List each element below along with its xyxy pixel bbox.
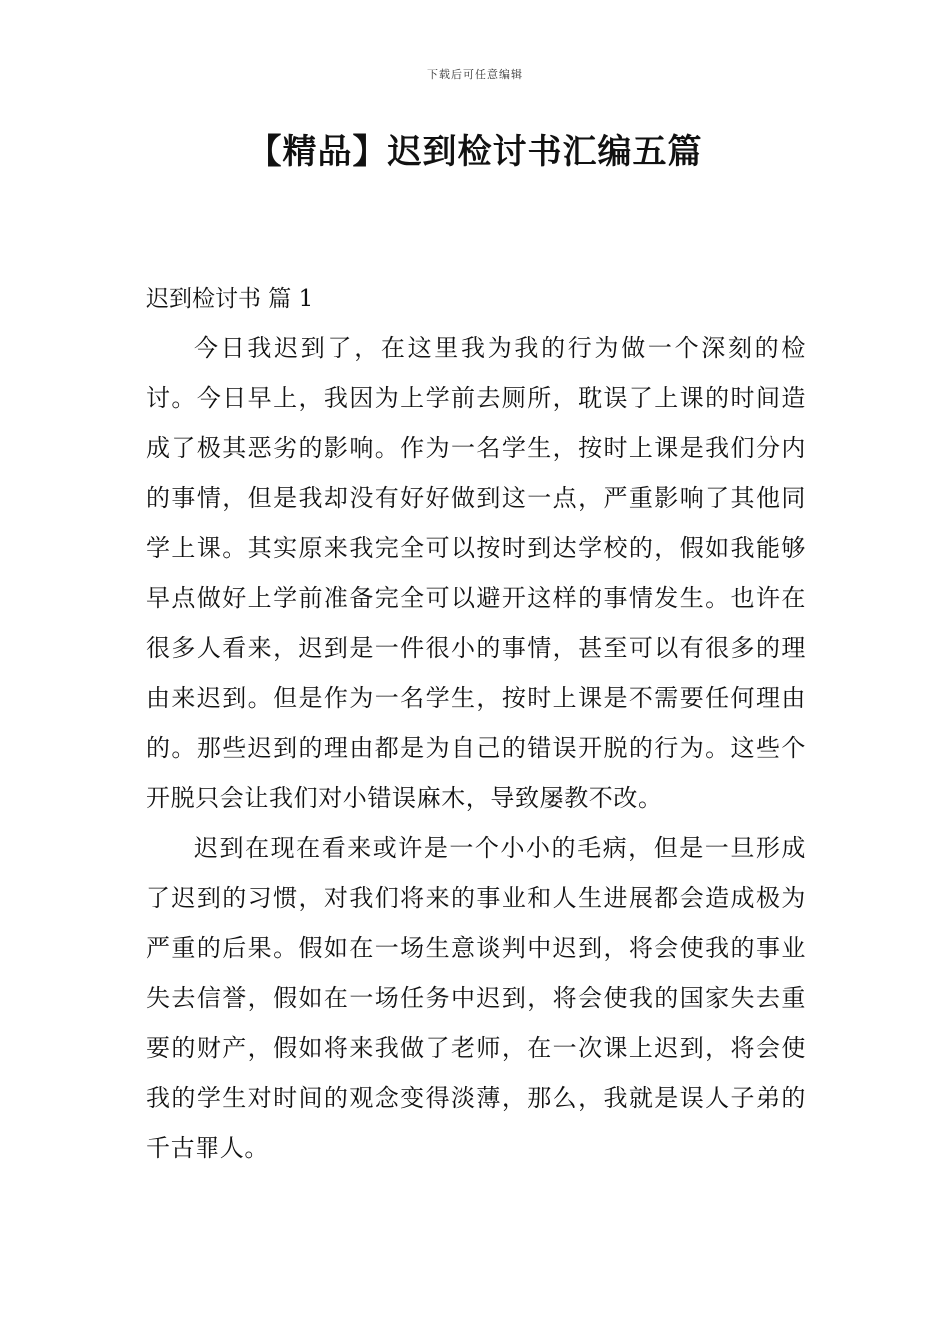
- paragraph-1: 今日我迟到了，在这里我为我的行为做一个深刻的检讨。今日早上，我因为上学前去厕所，耽误了上课的时间造成了极其恶劣的影响。作为一名学生，按时上课是我们分内的事情，但是我却没有好好做到这一点，严重影响了其他同学上课。其实原来我完全可以按时到达学校的，假如我能够早点做好上学前准备完全可以避开这样的事情发生。也许在很多人看来，迟到是一件很小的事情，甚至可以有很多的理由来迟到。但是作为一名学生，按时上课是不需要任何理由的。那些迟到的理由都是为自己的错误开脱的行为。这些个开脱只会让我们对小错误麻木，导致屡教不改。: [146, 334, 806, 812]
- body-text: [146, 323, 806, 1173]
- header-note: 下载后可任意编辑: [427, 68, 523, 81]
- document-title: 【精品】迟到检讨书汇编五篇: [247, 132, 703, 172]
- section-heading: 迟到检讨书 篇 1: [146, 286, 314, 312]
- paragraph-2: 迟到在现在看来或许是一个小小的毛病，但是一旦形成了迟到的习惯，对我们将来的事业和人生进展都会造成极为严重的后果。假如在一场生意谈判中迟到，将会使我的事业失去信誉，假如在一场任务中迟到，将会使我的国家失去重要的财产，假如将来我做了老师，在一次课上迟到，将会使我的学生对时间的观念变得淡薄，那么，我就是误人子弟的千古罪人。: [146, 834, 806, 1162]
